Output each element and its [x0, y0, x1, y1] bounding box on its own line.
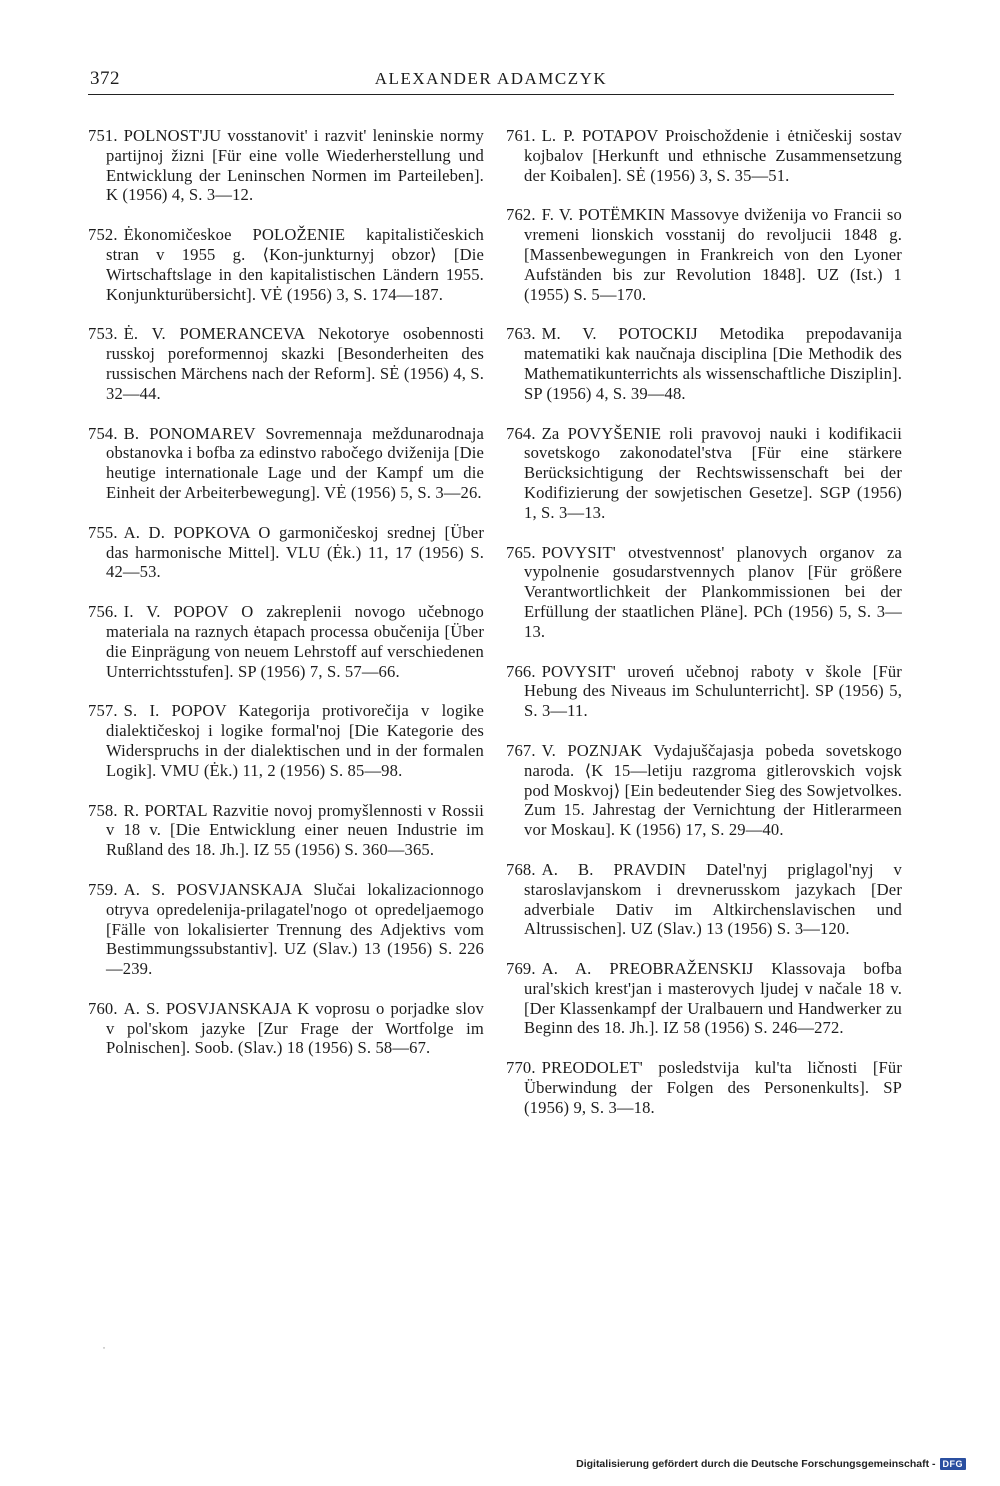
bibliography-entry: 767. V. POZNJAK Vydajuščajasja pobeda sovetskogo naroda. ⟨K 15—letiju razgroma gitlerovskich vojsk pod Moskvoj⟩ [Ein bedeutender Sieg des Sowjetvolkes. Zum 15. Jahrestag der Vernichtung der Hitlerarmeen vor Moskau]. K (1956) 17, S. 29—40.	[506, 740, 902, 840]
right-column	[506, 126, 902, 1118]
bibliography-entry: 766. POVYSIT' uroveń učebnoj raboty v škole [Für Hebung des Niveaus im Schulunterricht]. SP (1956) 5, S. 3—11.	[506, 661, 902, 721]
dfg-logo: DFG	[940, 1458, 967, 1470]
bibliography-entry: 761. L. P. POTAPOV Proischoždenie i ėtničeskij sostav kojbalov [Herkunft und ethnische Zusammensetzung der Koibalen]. SĖ (1956) 3, S. 35—51.	[506, 126, 902, 185]
bibliography-entry: 752. Ėkonomičeskoe POLOŽENIE kapitalističeskich stran v 1955 g. ⟨Kon-junkturnyj obzor⟩ [Die Wirtschaftslage in den kapitalistischen Ländern 1955. Konjunkturübersicht]. VĖ (1956) 3, S. 174—187.	[88, 225, 484, 304]
bibliography-entry: 763. M. V. POTOCKIJ Metodika prepodavanija matematiki kak naučnaja disciplina [Die Methodik des Mathematikunterrichts als wissenschaftliche Disziplin]. SP (1956) 4, S. 39—48.	[506, 324, 902, 403]
digitization-footer	[576, 1458, 966, 1470]
bibliography-entry: 757. S. I. POPOV Kategorija protivorečija v logike dialektičeskoj i logike formal'noj [Die Kategorie des Widerspruchs in der dialektischen und in der formalen Logik]. VMU (Ėk.) 11, 2 (1956) S. 85—98.	[88, 701, 484, 780]
page-header	[88, 68, 894, 95]
bibliography-entry: 770. PREODOLET' posledstvija kul'ta ličnosti [Für Überwindung der Folgen des Personenkults]. SP (1956) 9, S. 3—18.	[506, 1058, 902, 1117]
bibliography-entry: 764. Za POVYŠENIE roli pravovoj nauki i kodifikacii sovetskogo zakonodatel'stva [Für eine stärkere Berücksichtigung der Rechtswissenschaft bei der Kodifizierung der sowjetischen Gesetze]. SGP (1956) 1, S. 3—13.	[506, 423, 902, 522]
bibliography-entry: 755. A. D. POPKOVA O garmoničeskoj srednej [Über das harmonische Mittel]. VLU (Ėk.) 11, 17 (1956) S. 42—53.	[88, 522, 484, 582]
page-number: 372	[90, 68, 120, 89]
bibliography-entry: 754. B. PONOMAREV Sovremennaja meždunarodnaja obstanovka i bofba za edinstvo rabočego dviženija [Die heutige internationale Lage und der Kampf um die Einheit der Arbeiterbewegung]. VĖ (1956) 5, S. 3—26.	[88, 423, 484, 502]
bibliography-entry: 768. A. B. PRAVDIN Datel'nyj priglagol'nyj v staroslavjanskom i drevnerusskom jazykach [Der adverbiale Dativ im Altkirchenslavischen und Altrussischen]. UZ (Slav.) 13 (1956) S. 3—120.	[506, 859, 902, 939]
bibliography-entry: 751. POLNOST'JU vosstanovit' i razvit' leninskie normy partijnoj žizni [Für eine volle Wiederherstellung und Entwicklung der Leninschen Normen im Parteileben]. K (1956) 4, S. 3—12.	[88, 126, 484, 205]
running-head: ALEXANDER ADAMCZYK	[374, 69, 608, 88]
bibliography-entry: 759. A. S. POSVJANSKAJA Slučai lokalizacionnogo otryva opredelenija-prilagatel'nogo ot opredeljaemogo [Fälle von lokalisierter Trennung des Adjektivs vom Bestimmungssubstantiv]. UZ (Slav.) 13 (1956) S. 226—239.	[88, 879, 484, 979]
bibliography-entry: 760. A. S. POSVJANSKAJA K voprosu o porjadke slov v pol'skom jazyke [Zur Frage der Wortfolge im Polnischen]. Soob. (Slav.) 18 (1956) S. 58—67.	[88, 998, 484, 1058]
bibliography-entry: 769. A. A. PREOBRAŽENSKIJ Klassovaja bofba ural'skich krest'jan i masterovych ljudej v načale 18 v. [Der Klassenkampf der Uralbauern und Handwerker zu Beginn des 18. Jh.]. IZ 58 (1956) S. 246—272.	[506, 959, 902, 1038]
bibliography-entry: 756. I. V. POPOV O zakreplenii novogo učebnogo materiala na raznych ėtapach processa obučenija [Über die Einprägung von neuem Lehrstoff auf verschiedenen Unterrichtsstufen]. SP (1956) 7, S. 57—66.	[88, 602, 484, 681]
footer-text: Digitalisierung gefördert durch die Deutsche Forschungsgemeinschaft -	[576, 1458, 936, 1470]
stray-mark: ˙	[102, 1344, 106, 1358]
bibliography-entry: 753. Ė. V. POMERANCEVA Nekotorye osobennosti russkoj poreformennoj skazki [Besonderheiten des russischen Märchens nach der Reform]. SĖ (1956) 4, S. 32—44.	[88, 324, 484, 403]
left-column	[88, 126, 484, 1058]
bibliography-entry: 762. F. V. POTËMKIN Massovye dviženija vo Francii so vremeni lionskich vosstanij do revoljucii 1848 g. [Massenbewegungen in Frankreich von den Lyoner Aufständen bis zur Revolution 1848]. UZ (Ist.) 1 (1955) S. 5—170.	[506, 205, 902, 304]
bibliography-entry: 758. R. PORTAL Razvitie novoj promyšlennosti v Rossii v 18 v. [Die Entwicklung einer neuen Industrie im Rußland des 18. Jh.]. IZ 55 (1956) S. 360—365.	[88, 800, 484, 860]
bibliography-entry: 765. POVYSIT' otvestvennost' planovych organov za vypolnenie gosudarstvennych planov [Für größere Verantwortlichkeit der Plankommissionen bei der Erfüllung der staatlichen Pläne]. PCh (1956) 5, S. 3—13.	[506, 542, 902, 641]
